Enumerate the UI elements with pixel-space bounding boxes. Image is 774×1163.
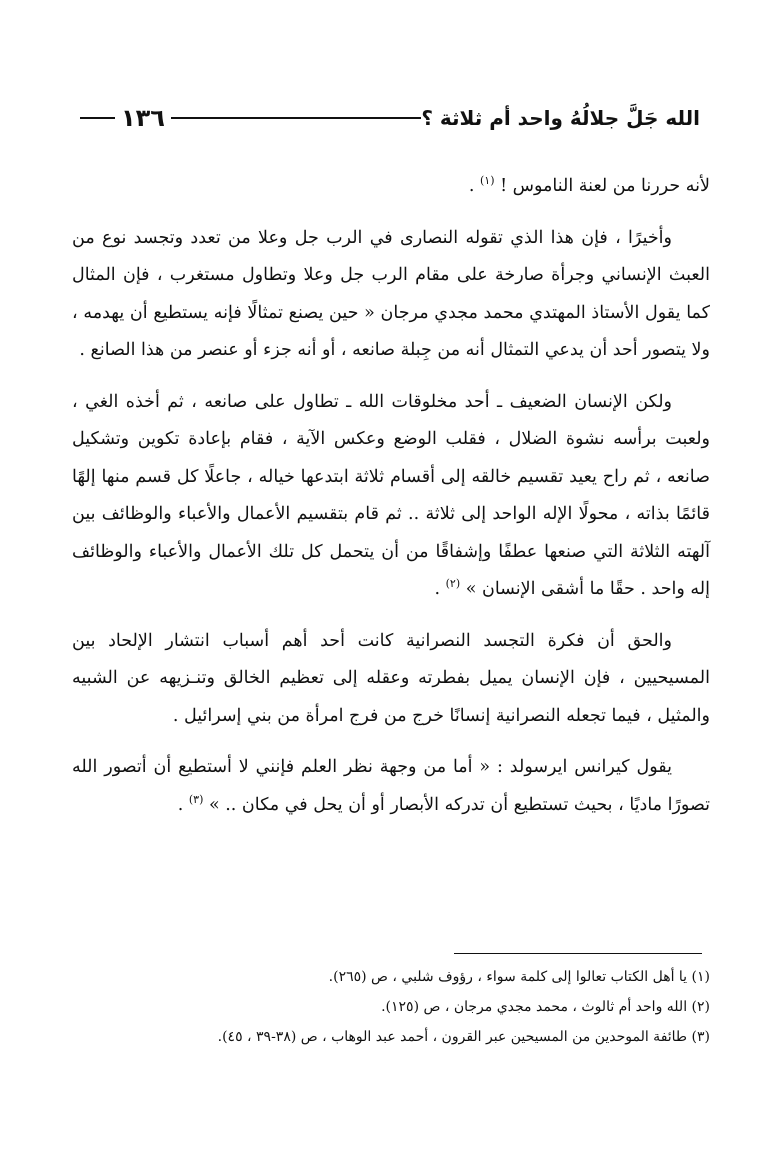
footnote-divider xyxy=(454,953,702,954)
body-text xyxy=(72,168,710,838)
footnote-ref: (٢) xyxy=(445,577,461,591)
paragraph xyxy=(72,168,710,206)
paragraph-end: . xyxy=(434,579,446,599)
footnote: (٢) الله واحد أم ثالوث ، محمد مجدي مرجان ، ص (١٢٥). xyxy=(381,999,710,1015)
header-rule-short xyxy=(80,117,115,119)
footnote-ref: (١) xyxy=(479,174,495,188)
paragraph-end: . xyxy=(468,176,480,196)
footnote-ref: (٣) xyxy=(188,792,204,806)
paragraph: والحق أن فكرة التجسد النصرانية كانت أحد أهم أسباب انتشار الإلحاد بين المسيحيين ، فإن الإنسان يميل بفطرته وعقله إلى تعظيم الخالق وتنـزيهه عن الشبيه والمثيل ، فيما تجعله النصرانية إنسانًا خرج من فرج امرأة من بني إسرائيل . xyxy=(72,630,710,726)
header-rule xyxy=(171,117,421,119)
paragraph-text: يقول كيرانس ايرسولد : « أما من وجهة نظر العلم فإنني لا أستطيع أن أتصور الله تصورًا ماديًا ، بحيث تستطيع أن تدركه الأبصار أو أن يحل في مكان .. » xyxy=(72,757,710,815)
footnote: (٣) طائفة الموحدين من المسيحين عبر القرون ، أحمد عبد الوهاب ، ص (٣٨-٣٩ ، ٤٥). xyxy=(217,1029,710,1045)
paragraph: وأخيرًا ، فإن هذا الذي تقوله النصارى في الرب جل وعلا من تعدد وتجسد نوع من العبث الإنساني وجرأة صارخة على مقام الرب جل وعلا وتطاول مستغرب ، فإن المثال كما يقول الأستاذ المهتدي محمد مجدي مرجان « حين يصنع تمثالًا فإنه يستطيع أن يهدمه ، ولا يتصور أحد أن يدعي التمثال أنه من جِبلة صانعه ، أو أنه جزء أو عنصر من هذا الصانع . xyxy=(72,227,710,360)
page-number: ١٣٦ xyxy=(121,104,165,132)
footnotes xyxy=(100,962,710,1052)
paragraph-text: ولكن الإنسان الضعيف ـ أحد مخلوقات الله ـ تطاول على صانعه ، ثم أخذه الغي ، ولعبت برأسه نشوة الضلال ، فقلب الوضع وعكس الآية ، فقام بإعادة تكوين وتشكيل صانعه ، ثم راح يعيد تقسيم خالقه إلى أقسام ثلاثة ابتدعها خياله ، جاعلًا كل قسم منها إلهًا قائمًا بذاته ، محولًا الإله الواحد إلى ثلاثة .. ثم قام بتقسيم الأعمال والأعباء والوظائف بين آلهته الثلاثة التي صنعها عطفًا وإشفاقًا من أن يتحمل كل تلك الأعمال والأعباء والوظائف إله واحد . حقًا ما أشقى الإنسان » xyxy=(72,391,710,599)
paragraph xyxy=(72,749,710,824)
running-title: الله جَلَّ جلالُهُ واحد أم ثلاثة ؟ xyxy=(421,106,700,130)
footnote: (١) يا أهل الكتاب تعالوا إلى كلمة سواء ، رؤوف شلبي ، ص (٢٦٥). xyxy=(328,969,710,985)
paragraph-text: لأنه حررنا من لعنة الناموس ! xyxy=(500,176,710,196)
page-header xyxy=(80,98,710,138)
paragraph-end: . xyxy=(177,794,189,815)
paragraph xyxy=(72,384,710,609)
